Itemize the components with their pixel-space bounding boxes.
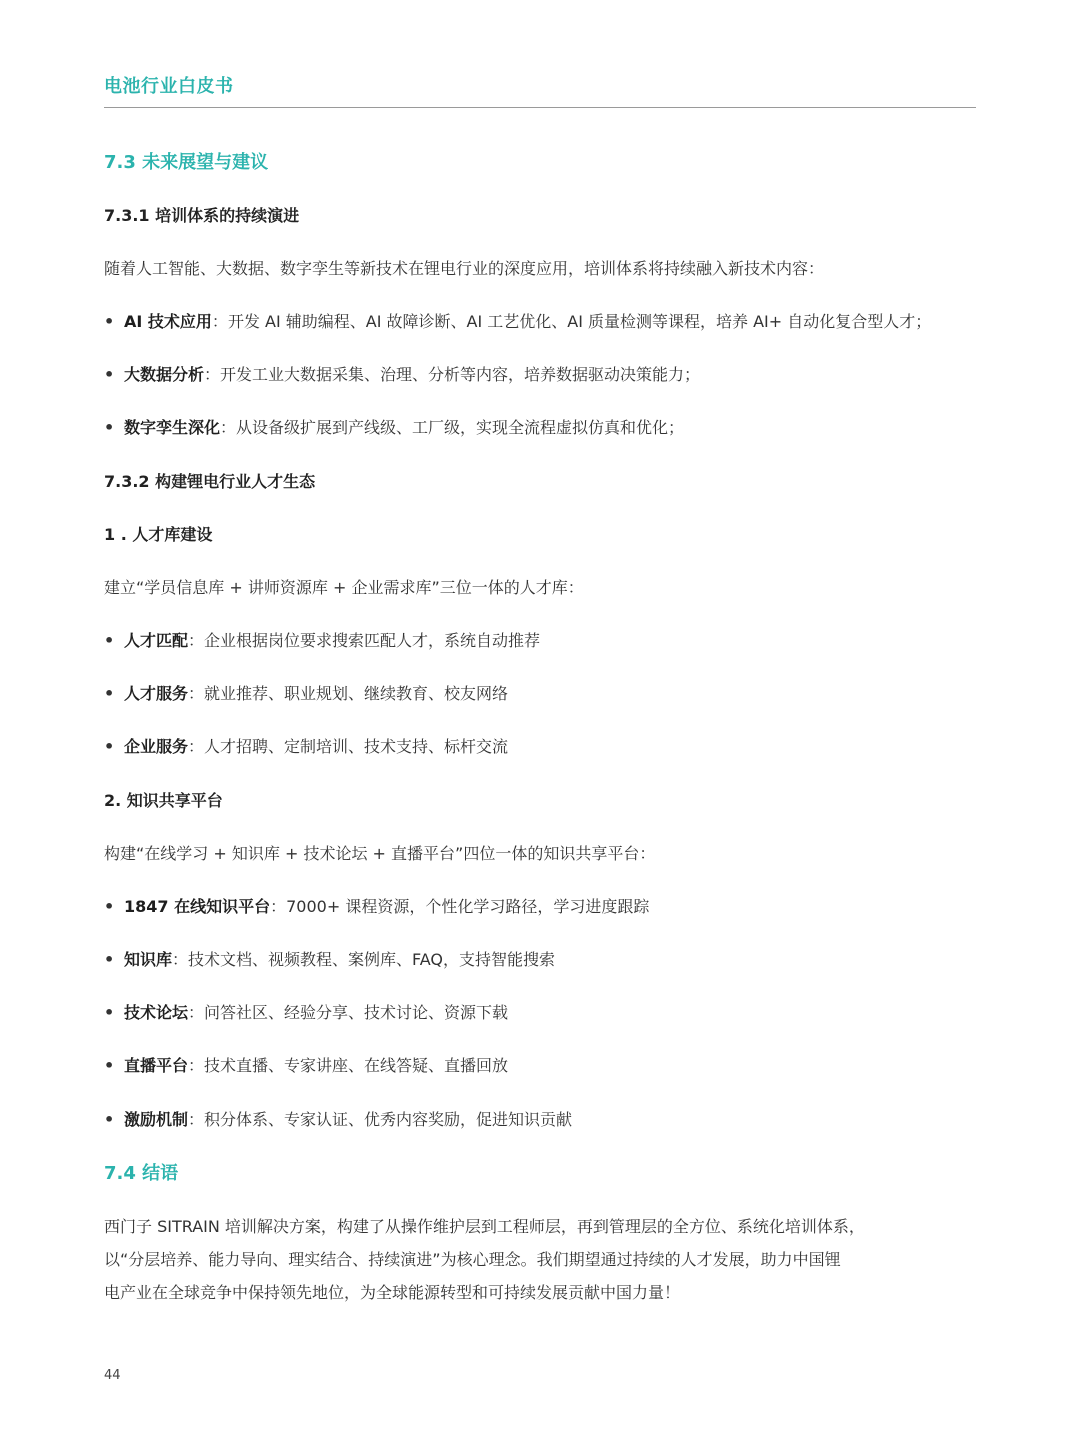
bullet-term: 人才服务 (124, 684, 189, 703)
conclusion-line: 电产业在全球竞争中保持领先地位，为全球能源转型和可持续发展贡献中国力量！ (104, 1283, 681, 1302)
bullet-dot: • (104, 737, 115, 756)
bullet-text: 开发工业大数据采集、治理、分析等内容，培养数据驱动决策能力； (220, 365, 701, 384)
part-heading-talent-pool: 1 . 人才库建设 (104, 525, 213, 544)
bullet-term: 大数据分析 (124, 365, 205, 384)
paragraph-conclusion (104, 1210, 976, 1309)
bullet-separator: ： (204, 365, 221, 384)
bullet-dot: • (104, 684, 115, 703)
bullet-text: 企业根据岗位要求搜索匹配人才，系统自动推荐 (204, 631, 541, 650)
paragraph-knowledge-platform-intro: 构建“在线学习 + 知识库 + 技术论坛 + 直播平台”四位一体的知识共享平台： (104, 844, 656, 863)
bullet-text: 开发 AI 辅助编程、AI 故障诊断、AI 工艺优化、AI 质量检测等课程，培养 AI+ 自动化复合型人才； (227, 312, 932, 331)
bullet-dot: • (104, 312, 115, 331)
bullet-separator: ： (270, 897, 287, 916)
bullet-term: 数字孪生深化 (124, 418, 221, 437)
running-header-title: 电池行业白皮书 (104, 76, 234, 97)
subsection-heading-7-3-2: 7.3.2 构建锂电行业人才生态 (104, 472, 316, 491)
section-heading-7-4: 7.4 结语 (104, 1163, 179, 1184)
list-item (104, 734, 976, 760)
bullet-dot: • (104, 365, 115, 384)
bullet-term: 1847 在线知识平台 (124, 897, 271, 916)
bullet-separator: ： (211, 312, 228, 331)
bullet-term: 直播平台 (124, 1056, 189, 1075)
bullet-text: 人才招聘、定制培训、技术支持、标杆交流 (204, 737, 509, 756)
bullet-separator: ： (220, 418, 237, 437)
bullet-term: 激励机制 (124, 1110, 189, 1129)
section-heading-7-3: 7.3 未来展望与建议 (104, 152, 269, 173)
bullet-text: 就业推荐、职业规划、继续教育、校友网络 (204, 684, 509, 703)
page-number: 44 (104, 1368, 121, 1383)
bullet-term: 技术论坛 (124, 1003, 189, 1022)
bullet-text: 7000+ 课程资源，个性化学习路径，学习进度跟踪 (286, 897, 650, 916)
header-divider (104, 107, 976, 108)
bullet-separator: ： (188, 631, 205, 650)
bullet-separator: ： (172, 950, 189, 969)
list-item (104, 894, 976, 920)
list-item (104, 628, 976, 654)
bullet-separator: ： (188, 1003, 205, 1022)
list-item (104, 681, 976, 707)
list-item (104, 1000, 976, 1026)
bullet-term: 人才匹配 (124, 631, 189, 650)
bullet-dot: • (104, 897, 115, 916)
bullet-text: 技术直播、专家讲座、在线答疑、直播回放 (204, 1056, 509, 1075)
bullet-dot: • (104, 1110, 115, 1129)
list-item (104, 1053, 976, 1079)
paragraph-talent-pool-intro: 建立“学员信息库 + 讲师资源库 + 企业需求库”三位一体的人才库： (104, 578, 584, 597)
bullet-dot: • (104, 418, 115, 437)
bullet-term: 知识库 (124, 950, 173, 969)
bullet-dot: • (104, 1003, 115, 1022)
bullet-term: AI 技术应用 (124, 312, 212, 331)
bullet-text: 问答社区、经验分享、技术讨论、资源下载 (204, 1003, 509, 1022)
bullet-separator: ： (188, 1110, 205, 1129)
list-item (104, 415, 976, 441)
bullet-separator: ： (188, 684, 205, 703)
bullet-dot: • (104, 631, 115, 650)
conclusion-line: 西门子 SITRAIN 培训解决方案，构建了从操作维护层到工程师层，再到管理层的全方位、系统化培训体系， (104, 1217, 865, 1236)
part-heading-knowledge-platform: 2. 知识共享平台 (104, 791, 223, 810)
bullet-term: 企业服务 (124, 737, 189, 756)
bullet-text: 积分体系、专家认证、优秀内容奖励，促进知识贡献 (204, 1110, 573, 1129)
list-item (104, 362, 976, 388)
bullet-dot: • (104, 950, 115, 969)
list-item (104, 947, 976, 973)
subsection-heading-7-3-1: 7.3.1 培训体系的持续演进 (104, 206, 300, 225)
bullet-dot: • (104, 1056, 115, 1075)
list-item (104, 309, 976, 335)
list-item (104, 1107, 976, 1133)
bullet-text: 从设备级扩展到产线级、工厂级，实现全流程虚拟仿真和优化； (236, 418, 685, 437)
bullet-separator: ： (188, 737, 205, 756)
bullet-text: 技术文档、视频教程、案例库、FAQ，支持智能搜索 (188, 950, 556, 969)
conclusion-line: 以“分层培养、能力导向、理实结合、持续演进”为核心理念。我们期望通过持续的人才发展，助力中国锂 (104, 1250, 841, 1269)
paragraph-7-3-1-intro: 随着人工智能、大数据、数字孪生等新技术在锂电行业的深度应用，培训体系将持续融入新技术内容： (104, 259, 825, 278)
bullet-separator: ： (188, 1056, 205, 1075)
